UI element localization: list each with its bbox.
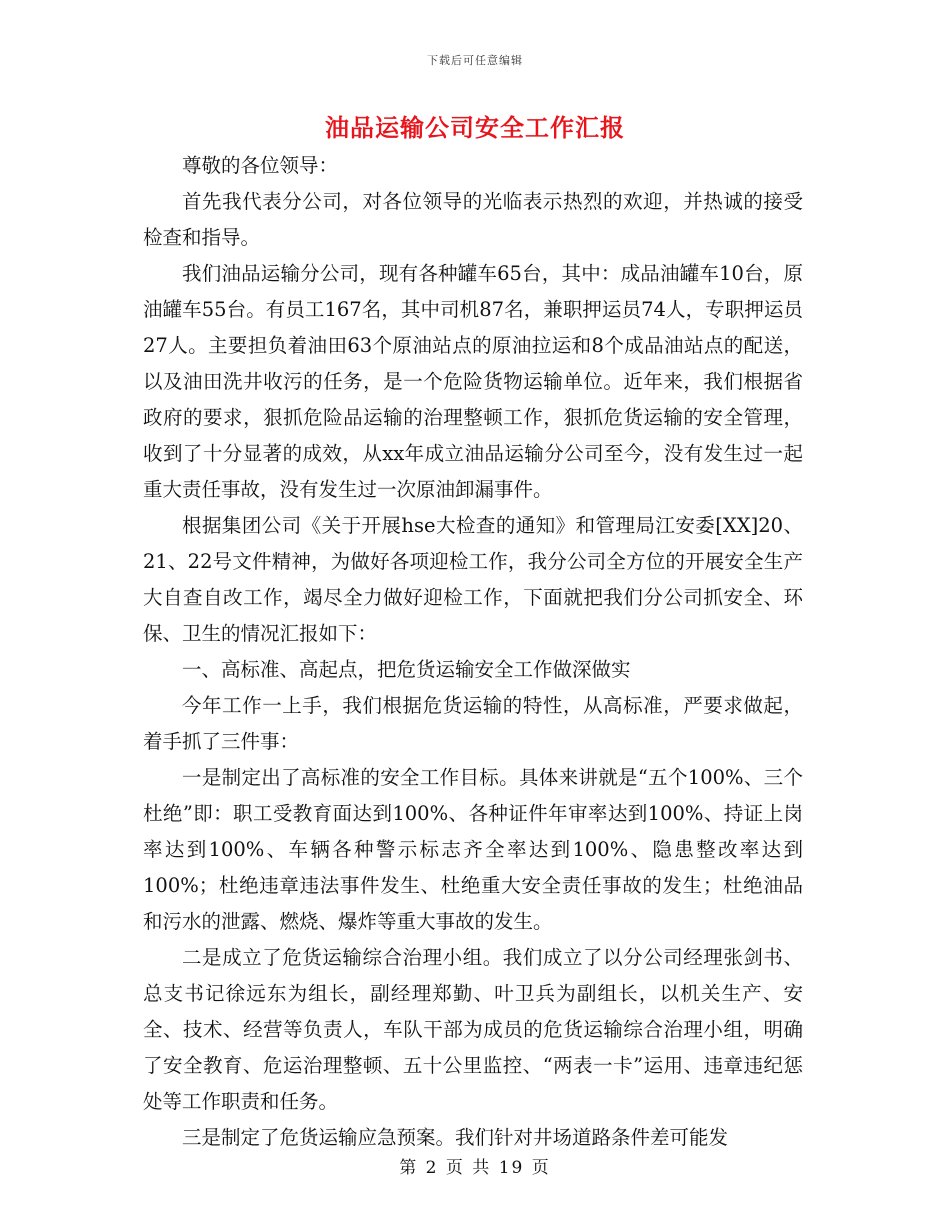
paragraph-three-tasks: 今年工作一上手，我们根据危货运输的特性，从高标准，严要求做起，着手抓了三件事：	[143, 694, 803, 753]
paragraph-task-1: 一是制定出了高标准的安全工作目标。具体来讲就是“五个100%、三个杜绝”即：职工受教育面达到100%、各种证件年审率达到100%、持证上岗率达到100%、车辆各种警示标志齐全率达到100%、隐患整改率达到100%；杜绝违章违法事件发生、杜绝重大安全责任事故的发生；杜绝油品和污水的泄露、燃烧、爆炸等重大事故的发生。	[143, 766, 803, 933]
document-body	[143, 148, 803, 1156]
paragraph-welcome: 首先我代表分公司，对各位领导的光临表示热烈的欢迎，并热诚的接受检查和指导。	[143, 190, 803, 249]
paragraph-task-2: 二是成立了危货运输综合治理小组。我们成立了以分公司经理张剑书、总支书记徐远东为组长，副经理郑勤、叶卫兵为副组长，以机关生产、安全、技术、经营等负责人，车队干部为成员的危货运输综合治理小组，明确了安全教育、危运治理整顿、五十公里监控、“两表一卡”运用、违章违纪惩处等工作职责和任务。	[143, 946, 803, 1113]
page-footer: 第 2 页 共 19 页	[399, 1158, 551, 1178]
paragraph-inspection-basis: 根据集团公司《关于开展hse大检查的通知》和管理局江安委[XX]20、21、22号文件精神，为做好各项迎检工作，我分公司全方位的开展安全生产大自查自改工作，竭尽全力做好迎检工作，下面就把我们分公司抓安全、环保、卫生的情况汇报如下：	[143, 514, 803, 645]
paragraph-salutation: 尊敬的各位领导：	[182, 154, 339, 177]
section-heading-1: 一、高标准、高起点，把危货运输安全工作做深做实	[182, 658, 631, 681]
paragraph-task-3: 三是制定了危货运输应急预案。我们针对井场道路条件差可能发	[182, 1126, 729, 1149]
document-title: 油品运输公司安全工作汇报	[325, 113, 625, 142]
paragraph-company-overview: 我们油品运输分公司，现有各种罐车65台，其中：成品油罐车10台，原油罐车55台。有员工167名，其中司机87名，兼职押运员74人，专职押运员27人。主要担负着油田63个原油站点的原油拉运和8个成品油站点的配送，以及油田洗井收污的任务，是一个危险货物运输单位。近年来，我们根据省政府的要求，狠抓危险品运输的治理整顿工作，狠抓危货运输的安全管理，收到了十分显著的成效，从xx年成立油品运输分公司至今，没有发生过一起重大责任事故，没有发生过一次原油卸漏事件。	[143, 262, 803, 501]
header-note: 下载后可任意编辑	[427, 54, 523, 67]
